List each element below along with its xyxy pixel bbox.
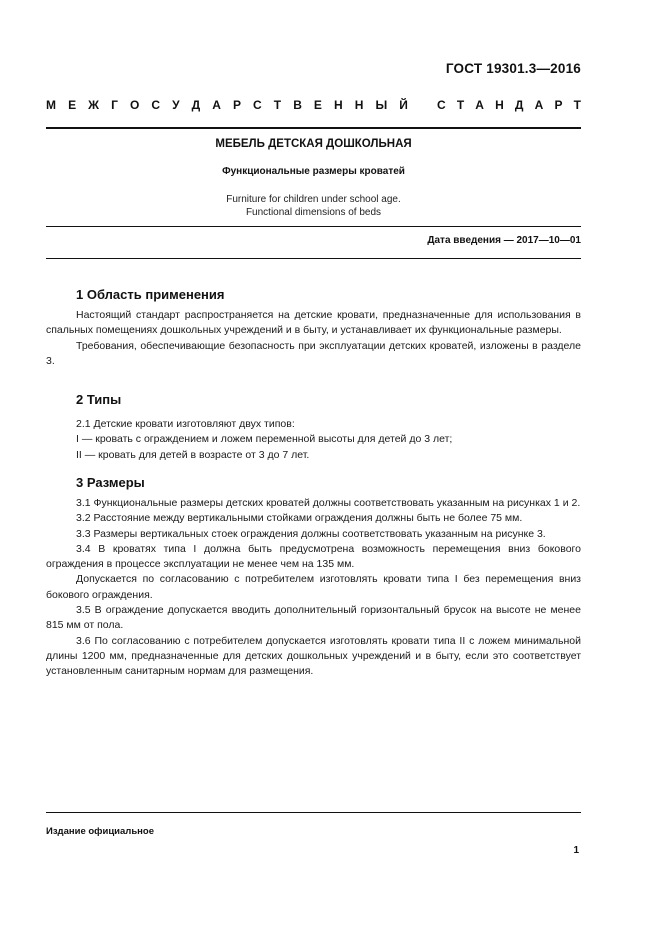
banner-letter: Н [495, 98, 504, 112]
paragraph: 3.2 Расстояние между вертикальными стойками ограждения должны быть не более 75 мм. [76, 512, 523, 525]
document-subtitle: Функциональные размеры кроватей [222, 166, 405, 177]
introduction-date: Дата введения — 2017—10—01 [427, 235, 581, 246]
date-divider [46, 258, 581, 259]
banner-letter: Д [514, 98, 524, 112]
document-number: ГОСТ 19301.3—2016 [445, 61, 581, 76]
banner-letter: В [293, 98, 302, 112]
footer-divider [46, 812, 581, 813]
english-title-line: Functional dimensions of beds [245, 207, 382, 218]
paragraph: 2.1 Детские кровати изготовляют двух типов: [76, 418, 295, 430]
banner-letter: А [212, 98, 221, 112]
banner-letter: Т [273, 98, 282, 112]
paragraph: 3.4 В кроватях типа I должна быть предусмотрена возможность перемещения вниз бокового ограждения в процессе эксплуатации не менее чем на 135 мм. [46, 542, 581, 571]
section-heading-types: 2 Типы [76, 392, 122, 407]
banner-letter: А [534, 98, 544, 112]
paragraph: Настоящий стандарт распространяется на детские кровати, предназначенные для использования в спальных помещениях дошкольных учреждений и в быту, и устанавливает их функциональные размеры. [46, 309, 581, 337]
banner-letter: Н [354, 98, 364, 112]
banner-letter: С [253, 98, 262, 112]
banner-letter: У [172, 98, 180, 112]
section-heading-dimensions: 3 Размеры [76, 475, 145, 490]
english-title-line: Furniture for children under school age. [226, 194, 401, 205]
section-heading-scope: 1 Область применения [76, 287, 225, 302]
section-body-scope [46, 308, 581, 369]
title-divider [46, 226, 581, 227]
section-body-dimensions [46, 496, 581, 680]
paragraph: Требования, обеспечивающие безопасность при эксплуатации детских кроватей, изложены в разделе 3. [46, 339, 581, 367]
interstate-standard-banner [46, 98, 581, 112]
paragraph: I — кровать с ограждением и ложем переменной высоты для детей до 3 лет; [76, 433, 453, 446]
banner-letter: С [437, 98, 446, 112]
official-edition-note: Издание официальное [46, 826, 154, 837]
banner-letter: Г [111, 98, 118, 112]
banner-letter: Т [456, 98, 465, 112]
document-title: МЕБЕЛЬ ДЕТСКАЯ ДОШКОЛЬНАЯ [215, 138, 412, 150]
paragraph: II — кровать для детей в возрасте от 3 до 7 лет. [76, 448, 310, 461]
banner-letter: Е [313, 98, 322, 112]
page-number: 1 [573, 845, 579, 856]
banner-letter: Ж [88, 98, 99, 112]
paragraph: 3.5 В ограждение допускается вводить дополнительный горизонтальный брусок на высоте не менее 815 мм от пола. [46, 604, 581, 632]
banner-letter: А [475, 98, 484, 112]
paragraph: Допускается по согласованию с потребителем изготовлять кровати типа I без перемещения вниз бокового ограждения. [46, 573, 581, 601]
banner-letter: Й [399, 98, 408, 112]
section-body-types [46, 417, 581, 463]
banner-letter: С [151, 98, 161, 112]
banner-letter: М [46, 98, 56, 112]
paragraph: 3.3 Размеры вертикальных стоек ограждения должны соответствовать указанным на рисунке 3. [76, 527, 546, 540]
banner-letter: О [129, 98, 140, 112]
english-title [46, 193, 581, 219]
interstate-word [46, 98, 408, 112]
banner-letter: Т [573, 98, 581, 112]
paragraph: 3.1 Функциональные размеры детских кроватей должны соответствовать указанным на рисунках 1 и 2. [76, 497, 581, 509]
banner-letter: Н [334, 98, 343, 112]
banner-letter: Р [554, 98, 563, 112]
paragraph: 3.6 По согласованию с потребителем допускается изготовлять кровати типа II с ложем минимальной длины 1200 мм, предназначенные для детских дошкольных учреждений и в быту, если это соответствует установленным санитарным нормам для размещения. [46, 634, 581, 678]
banner-letter: Д [191, 98, 201, 112]
banner-letter: Е [68, 98, 77, 112]
banner-letter: Р [232, 98, 241, 112]
standard-word [437, 98, 581, 112]
banner-letter: Ы [375, 98, 388, 112]
header-divider [46, 127, 581, 129]
